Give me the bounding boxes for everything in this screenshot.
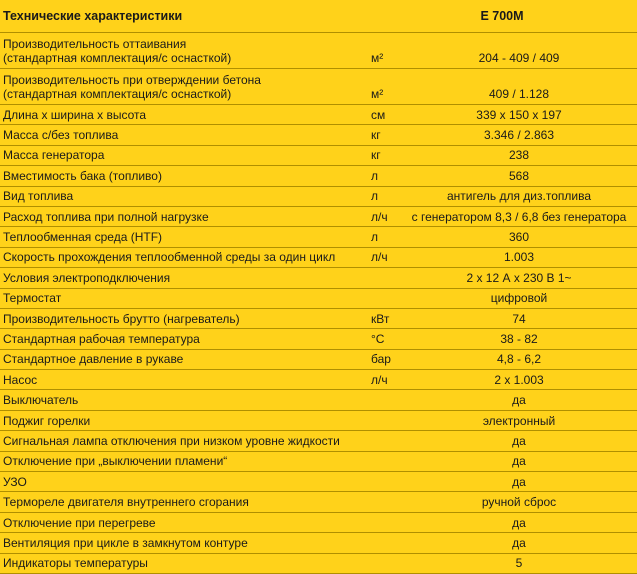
spec-name-line: Условия электроподключения — [3, 270, 171, 285]
spec-value: да — [512, 454, 526, 469]
table-row — [0, 227, 637, 247]
spec-value: да — [512, 433, 526, 448]
spec-value: антигель для диз.топлива — [446, 189, 591, 204]
spec-name — [0, 556, 371, 570]
spec-name-line: Вместимость бака (топливо) — [3, 168, 162, 183]
spec-value: 360 — [508, 230, 530, 245]
spec-name-line: Вид топлива — [3, 189, 74, 204]
spec-value: электронный — [482, 413, 556, 428]
spec-name-line: (стандартная комплектация/с оснасткой) — [3, 86, 232, 101]
spec-name-line: Индикаторы температуры — [3, 556, 148, 571]
table-row — [0, 370, 637, 390]
table-row — [0, 390, 637, 410]
spec-name-line: Термостат — [3, 291, 62, 306]
spec-name-line: Производительность при отверждении бетона — [3, 72, 261, 87]
spec-name-line: Масса с/без топлива — [3, 128, 119, 143]
spec-unit: бар — [371, 352, 391, 367]
spec-name-line: Производительность брутто (нагреватель) — [3, 311, 240, 326]
table-row — [0, 309, 637, 329]
spec-unit: л — [371, 168, 379, 183]
spec-name — [0, 332, 371, 346]
spec-name-line: (стандартная комплектация/с оснасткой) — [3, 50, 232, 65]
table-row — [0, 105, 637, 125]
spec-unit: кг — [371, 148, 381, 163]
spec-unit: л — [371, 189, 379, 204]
table-title: Технические характеристики — [3, 9, 183, 23]
spec-unit: кВт — [371, 311, 390, 326]
spec-value: 2 х 1.003 — [494, 372, 544, 387]
spec-name-line: Стандартная рабочая температура — [3, 331, 200, 346]
spec-name — [0, 352, 371, 366]
spec-name — [0, 128, 371, 142]
spec-name — [0, 414, 371, 428]
spec-name-line: Расход топлива при полной нагрузке — [3, 209, 209, 224]
spec-value: да — [512, 474, 526, 489]
spec-name — [0, 148, 371, 162]
spec-name — [0, 454, 371, 468]
table-row — [0, 166, 637, 186]
table-row — [0, 452, 637, 472]
spec-name-line: Длина х ширина х высота — [3, 107, 147, 122]
spec-name-line: УЗО — [3, 474, 27, 489]
spec-name-line: Теплообменная среда (HTF) — [3, 230, 163, 245]
spec-value: 4,8 - 6,2 — [496, 352, 542, 367]
table-row — [0, 492, 637, 512]
table-header — [0, 0, 637, 33]
spec-name-line: Масса генератора — [3, 148, 105, 163]
table-row — [0, 33, 637, 69]
spec-name — [0, 434, 371, 448]
spec-unit: л — [371, 230, 379, 245]
spec-value: 238 — [508, 148, 530, 163]
spec-name-line: Отключение при „выключении пламени“ — [3, 454, 228, 469]
table-row — [0, 146, 637, 166]
spec-name — [0, 312, 371, 326]
spec-unit: кг — [371, 128, 381, 143]
table-row — [0, 207, 637, 227]
spec-name — [0, 536, 371, 550]
table-row — [0, 329, 637, 349]
spec-name — [0, 230, 371, 244]
spec-name — [0, 495, 371, 509]
table-row — [0, 125, 637, 145]
spec-name — [0, 73, 371, 101]
table-row — [0, 554, 637, 574]
spec-name — [0, 37, 371, 65]
spec-unit: л/ч — [371, 372, 388, 387]
spec-value: 3.346 / 2.863 — [483, 128, 555, 143]
spec-value: 568 — [508, 168, 530, 183]
table-row — [0, 472, 637, 492]
spec-unit: л/ч — [371, 209, 388, 224]
spec-value: 204 - 409 / 409 — [478, 51, 560, 65]
spec-unit: м² — [371, 51, 384, 65]
model-name: E 700M — [480, 9, 524, 23]
spec-value: ручной сброс — [481, 495, 557, 510]
spec-name — [0, 250, 371, 264]
spec-name — [0, 475, 371, 489]
table-row — [0, 268, 637, 288]
spec-value: 1.003 — [503, 250, 535, 265]
spec-value: 339 х 150 х 197 — [476, 107, 562, 122]
spec-unit: см — [371, 107, 386, 122]
table-row — [0, 513, 637, 533]
spec-name-line: Стандартное давление в рукаве — [3, 352, 184, 367]
spec-value: 5 — [515, 556, 523, 571]
spec-value: 38 - 82 — [500, 331, 538, 346]
spec-name — [0, 189, 371, 203]
spec-name-line: Насос — [3, 372, 38, 387]
spec-name — [0, 291, 371, 305]
spec-name-line: Выключатель — [3, 393, 79, 408]
spec-unit: м² — [371, 87, 384, 101]
table-row — [0, 248, 637, 268]
spec-value: цифровой — [490, 291, 548, 306]
table-row — [0, 289, 637, 309]
spec-value: да — [512, 393, 526, 408]
spec-value: да — [512, 515, 526, 530]
spec-name — [0, 393, 371, 407]
table-row — [0, 431, 637, 451]
spec-name-line: Вентиляция при цикле в замкнутом контуре — [3, 535, 248, 550]
spec-name — [0, 210, 371, 224]
spec-unit: °С — [371, 331, 385, 346]
table-row — [0, 533, 637, 553]
spec-name-line: Сигнальная лампа отключения при низком уровне жидкости — [3, 433, 340, 448]
spec-value: да — [512, 535, 526, 550]
spec-name — [0, 516, 371, 530]
spec-name-line: Поджиг горелки — [3, 413, 91, 428]
spec-name-line: Отключение при перегреве — [3, 515, 156, 530]
spec-name — [0, 169, 371, 183]
table-row — [0, 69, 637, 105]
spec-name-line: Термореле двигателя внутреннего сгорания — [3, 495, 249, 510]
table-row — [0, 411, 637, 431]
spec-value: с генератором 8,3 / 6,8 без генератора — [411, 209, 627, 224]
spec-name — [0, 373, 371, 387]
spec-value: 74 — [512, 311, 526, 326]
spec-value: 409 / 1.128 — [488, 87, 550, 101]
table-row — [0, 187, 637, 207]
spec-name-line: Скорость прохождения теплообменной среды за один цикл — [3, 250, 336, 265]
spec-name — [0, 108, 371, 122]
spec-name-line: Производительность оттаивания — [3, 36, 187, 51]
spec-value: 2 х 12 А х 230 В 1~ — [466, 270, 572, 285]
spec-name — [0, 271, 371, 285]
spec-unit: л/ч — [371, 250, 388, 265]
spec-table — [0, 33, 637, 574]
table-row — [0, 350, 637, 370]
